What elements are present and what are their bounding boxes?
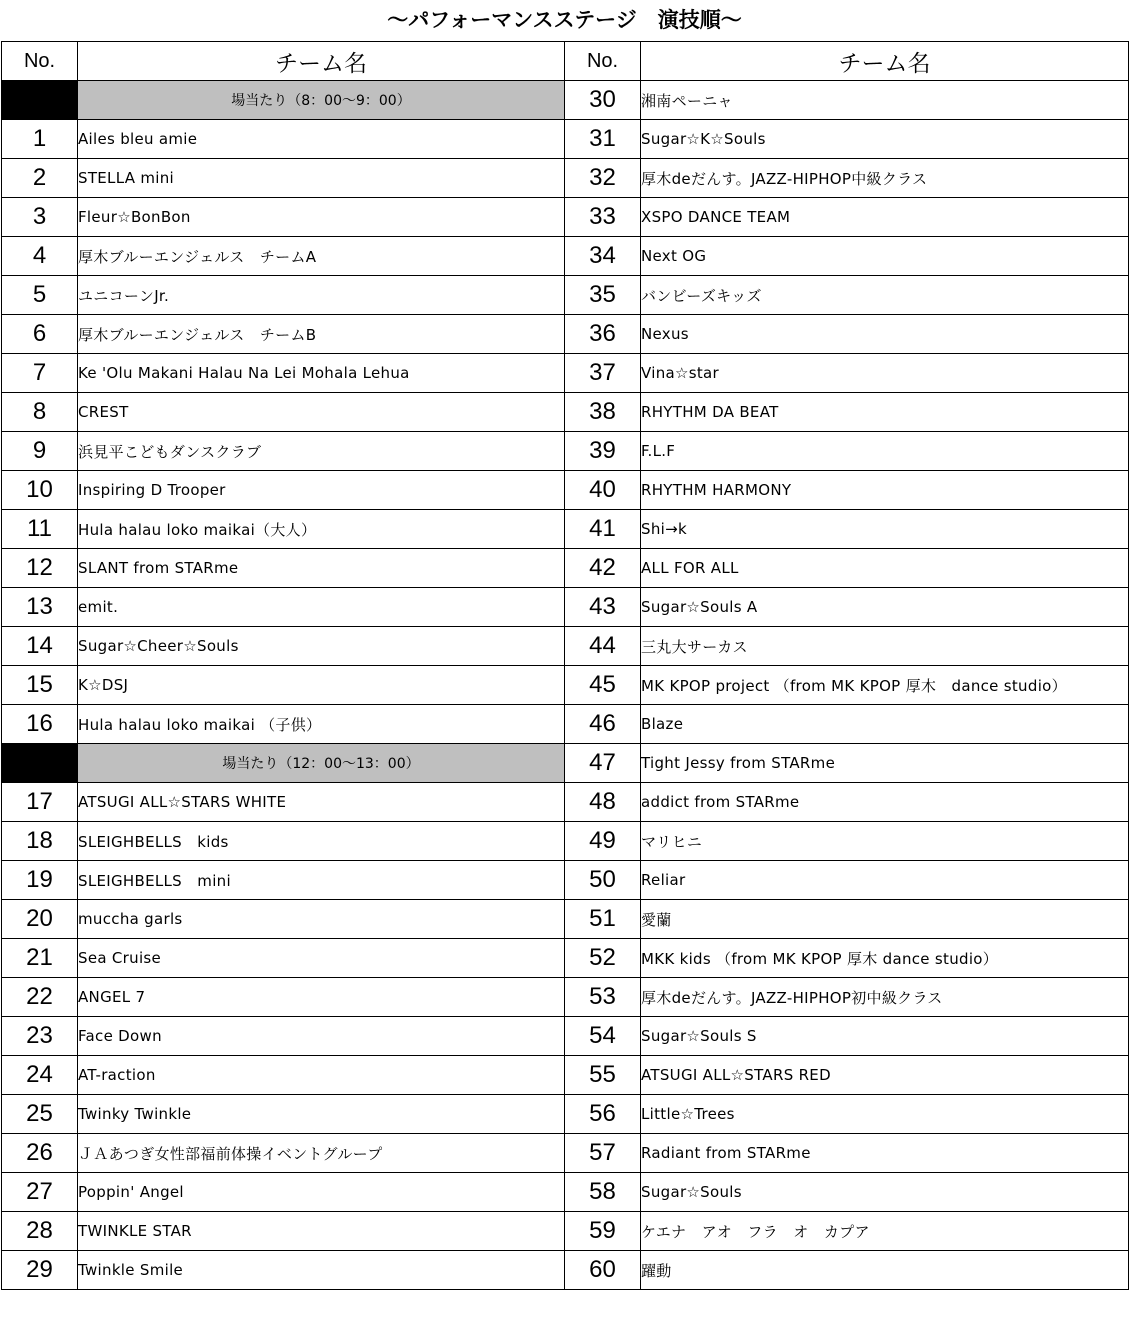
performance-order-table xyxy=(1,41,1129,1290)
left-team-name: SLEIGHBELLS mini xyxy=(78,861,565,900)
right-team-name: RHYTHM DA BEAT xyxy=(641,393,1129,432)
left-team-name: TWINKLE STAR xyxy=(78,1212,565,1251)
right-team-name: Reliar xyxy=(641,861,1129,900)
table-row xyxy=(2,471,1129,510)
right-order-number: 53 xyxy=(565,978,641,1017)
right-team-name: Sugar☆K☆Souls xyxy=(641,120,1129,159)
break-marker-cell xyxy=(2,744,78,783)
right-team-name: 愛蘭 xyxy=(641,900,1129,939)
right-team-name: XSPO DANCE TEAM xyxy=(641,198,1129,237)
right-order-number: 34 xyxy=(565,237,641,276)
right-order-number: 50 xyxy=(565,861,641,900)
left-team-name: Hula halau loko maikai（大人） xyxy=(78,510,565,549)
right-order-number: 59 xyxy=(565,1212,641,1251)
right-team-name: Sugar☆Souls xyxy=(641,1173,1129,1212)
left-team-name: 厚木ブルーエンジェルス チームB xyxy=(78,315,565,354)
table-row xyxy=(2,822,1129,861)
table-row xyxy=(2,627,1129,666)
right-team-name: マリヒニ xyxy=(641,822,1129,861)
left-order-number: 19 xyxy=(2,861,78,900)
left-team-name: Poppin' Angel xyxy=(78,1173,565,1212)
right-team-name: Little☆Trees xyxy=(641,1095,1129,1134)
right-order-number: 54 xyxy=(565,1017,641,1056)
table-row xyxy=(2,276,1129,315)
left-order-number: 18 xyxy=(2,822,78,861)
right-team-name: Radiant from STARme xyxy=(641,1134,1129,1173)
right-order-number: 60 xyxy=(565,1251,641,1290)
left-team-name: muccha garls xyxy=(78,900,565,939)
right-order-number: 33 xyxy=(565,198,641,237)
table-row xyxy=(2,705,1129,744)
right-team-name: addict from STARme xyxy=(641,783,1129,822)
right-order-number: 43 xyxy=(565,588,641,627)
left-order-number: 17 xyxy=(2,783,78,822)
left-team-name: ANGEL 7 xyxy=(78,978,565,1017)
right-order-number: 39 xyxy=(565,432,641,471)
left-order-number: 4 xyxy=(2,237,78,276)
right-team-name: バンビーズキッズ xyxy=(641,276,1129,315)
left-team-name: SLEIGHBELLS kids xyxy=(78,822,565,861)
right-order-number: 40 xyxy=(565,471,641,510)
right-team-name: Blaze xyxy=(641,705,1129,744)
right-team-name: Tight Jessy from STARme xyxy=(641,744,1129,783)
table-row xyxy=(2,1212,1129,1251)
left-team-name: ATSUGI ALL☆STARS WHITE xyxy=(78,783,565,822)
right-order-number: 30 xyxy=(565,81,641,120)
table-row xyxy=(2,393,1129,432)
left-team-name: STELLA mini xyxy=(78,159,565,198)
left-team-name: Twinky Twinkle xyxy=(78,1095,565,1134)
table-row xyxy=(2,744,1129,783)
left-order-number: 21 xyxy=(2,939,78,978)
left-order-number: 20 xyxy=(2,900,78,939)
right-order-number: 36 xyxy=(565,315,641,354)
right-team-name: Sugar☆Souls S xyxy=(641,1017,1129,1056)
right-order-number: 42 xyxy=(565,549,641,588)
order-body xyxy=(2,81,1129,1290)
left-order-number: 8 xyxy=(2,393,78,432)
right-team-name: Nexus xyxy=(641,315,1129,354)
left-team-name: SLANT from STARme xyxy=(78,549,565,588)
table-row xyxy=(2,354,1129,393)
left-order-number: 1 xyxy=(2,120,78,159)
right-order-number: 37 xyxy=(565,354,641,393)
header-row xyxy=(2,42,1129,81)
table-row xyxy=(2,198,1129,237)
right-order-number: 44 xyxy=(565,627,641,666)
left-team-name: Face Down xyxy=(78,1017,565,1056)
left-order-number: 16 xyxy=(2,705,78,744)
right-team-name: Shi→k xyxy=(641,510,1129,549)
left-team-name: 浜見平こどもダンスクラブ xyxy=(78,432,565,471)
right-order-number: 48 xyxy=(565,783,641,822)
table-row xyxy=(2,120,1129,159)
left-team-name: AT-raction xyxy=(78,1056,565,1095)
left-team-name: Sea Cruise xyxy=(78,939,565,978)
table-row xyxy=(2,549,1129,588)
right-team-name-header: チーム名 xyxy=(641,42,1129,81)
right-team-name: Next OG xyxy=(641,237,1129,276)
right-order-number: 31 xyxy=(565,120,641,159)
left-team-name: K☆DSJ xyxy=(78,666,565,705)
right-order-number: 45 xyxy=(565,666,641,705)
left-team-name: Sugar☆Cheer☆Souls xyxy=(78,627,565,666)
table-row xyxy=(2,1095,1129,1134)
table-row xyxy=(2,666,1129,705)
left-order-number: 26 xyxy=(2,1134,78,1173)
rehearsal-break-label: 場当たり（8：00～9：00） xyxy=(78,81,565,120)
right-team-name: 躍動 xyxy=(641,1251,1129,1290)
right-team-name: MKK kids （from MK KPOP 厚木 dance studio） xyxy=(641,939,1129,978)
left-order-number: 14 xyxy=(2,627,78,666)
table-row xyxy=(2,315,1129,354)
right-order-number: 41 xyxy=(565,510,641,549)
left-order-number: 11 xyxy=(2,510,78,549)
left-order-number: 9 xyxy=(2,432,78,471)
left-team-name: Hula halau loko maikai （子供） xyxy=(78,705,565,744)
left-team-name: ＪＡあつぎ女性部福前体操イベントグループ xyxy=(78,1134,565,1173)
left-order-number: 3 xyxy=(2,198,78,237)
right-team-name: ATSUGI ALL☆STARS RED xyxy=(641,1056,1129,1095)
right-team-name: 湘南ペーニャ xyxy=(641,81,1129,120)
left-no-header: No. xyxy=(2,42,78,81)
left-order-number: 6 xyxy=(2,315,78,354)
page-title: ～パフォーマンスステージ 演技順～ xyxy=(387,8,742,32)
break-marker-cell xyxy=(2,81,78,120)
left-team-name: Ailes bleu amie xyxy=(78,120,565,159)
table-row xyxy=(2,81,1129,120)
left-order-number: 13 xyxy=(2,588,78,627)
table-row xyxy=(2,861,1129,900)
left-order-number: 28 xyxy=(2,1212,78,1251)
left-team-name: ユニコーンJr. xyxy=(78,276,565,315)
table-row xyxy=(2,1017,1129,1056)
table-row xyxy=(2,1251,1129,1290)
table-row xyxy=(2,237,1129,276)
table-row xyxy=(2,1173,1129,1212)
left-team-name: Twinkle Smile xyxy=(78,1251,565,1290)
right-team-name: 三丸大サーカス xyxy=(641,627,1129,666)
right-order-number: 49 xyxy=(565,822,641,861)
table-row xyxy=(2,783,1129,822)
table-row xyxy=(2,510,1129,549)
table-row xyxy=(2,939,1129,978)
table-row xyxy=(2,588,1129,627)
right-order-number: 32 xyxy=(565,159,641,198)
right-order-number: 51 xyxy=(565,900,641,939)
left-order-number: 5 xyxy=(2,276,78,315)
right-team-name: Sugar☆Souls A xyxy=(641,588,1129,627)
right-team-name: ALL FOR ALL xyxy=(641,549,1129,588)
right-order-number: 57 xyxy=(565,1134,641,1173)
table-row xyxy=(2,978,1129,1017)
right-team-name: Vina☆star xyxy=(641,354,1129,393)
left-order-number: 22 xyxy=(2,978,78,1017)
right-team-name: ケエナ アオ フラ オ カプア xyxy=(641,1212,1129,1251)
right-order-number: 35 xyxy=(565,276,641,315)
table-row xyxy=(2,159,1129,198)
right-team-name: 厚木deだんす。JAZZ-HIPHOP中級クラス xyxy=(641,159,1129,198)
left-team-name-header: チーム名 xyxy=(78,42,565,81)
left-order-number: 25 xyxy=(2,1095,78,1134)
left-order-number: 15 xyxy=(2,666,78,705)
right-team-name: 厚木deだんす。JAZZ-HIPHOP初中級クラス xyxy=(641,978,1129,1017)
table-row xyxy=(2,1056,1129,1095)
left-order-number: 27 xyxy=(2,1173,78,1212)
right-order-number: 56 xyxy=(565,1095,641,1134)
right-order-number: 46 xyxy=(565,705,641,744)
table-row xyxy=(2,432,1129,471)
right-order-number: 58 xyxy=(565,1173,641,1212)
right-order-number: 55 xyxy=(565,1056,641,1095)
left-order-number: 10 xyxy=(2,471,78,510)
left-order-number: 2 xyxy=(2,159,78,198)
left-team-name: 厚木ブルーエンジェルス チームA xyxy=(78,237,565,276)
right-no-header: No. xyxy=(565,42,641,81)
right-order-number: 38 xyxy=(565,393,641,432)
right-team-name: MK KPOP project （from MK KPOP 厚木 dance studio） xyxy=(641,666,1129,705)
right-order-number: 47 xyxy=(565,744,641,783)
rehearsal-break-label: 場当たり（12：00～13：00） xyxy=(78,744,565,783)
left-team-name: Ke 'Olu Makani Halau Na Lei Mohala Lehua xyxy=(78,354,565,393)
right-team-name: F.L.F xyxy=(641,432,1129,471)
left-order-number: 23 xyxy=(2,1017,78,1056)
left-team-name: Inspiring D Trooper xyxy=(78,471,565,510)
table-row xyxy=(2,900,1129,939)
left-order-number: 12 xyxy=(2,549,78,588)
table-row xyxy=(2,1134,1129,1173)
left-order-number: 24 xyxy=(2,1056,78,1095)
left-team-name: Fleur☆BonBon xyxy=(78,198,565,237)
left-team-name: emit. xyxy=(78,588,565,627)
right-order-number: 52 xyxy=(565,939,641,978)
left-order-number: 7 xyxy=(2,354,78,393)
left-team-name: CREST xyxy=(78,393,565,432)
left-order-number: 29 xyxy=(2,1251,78,1290)
right-team-name: RHYTHM HARMONY xyxy=(641,471,1129,510)
